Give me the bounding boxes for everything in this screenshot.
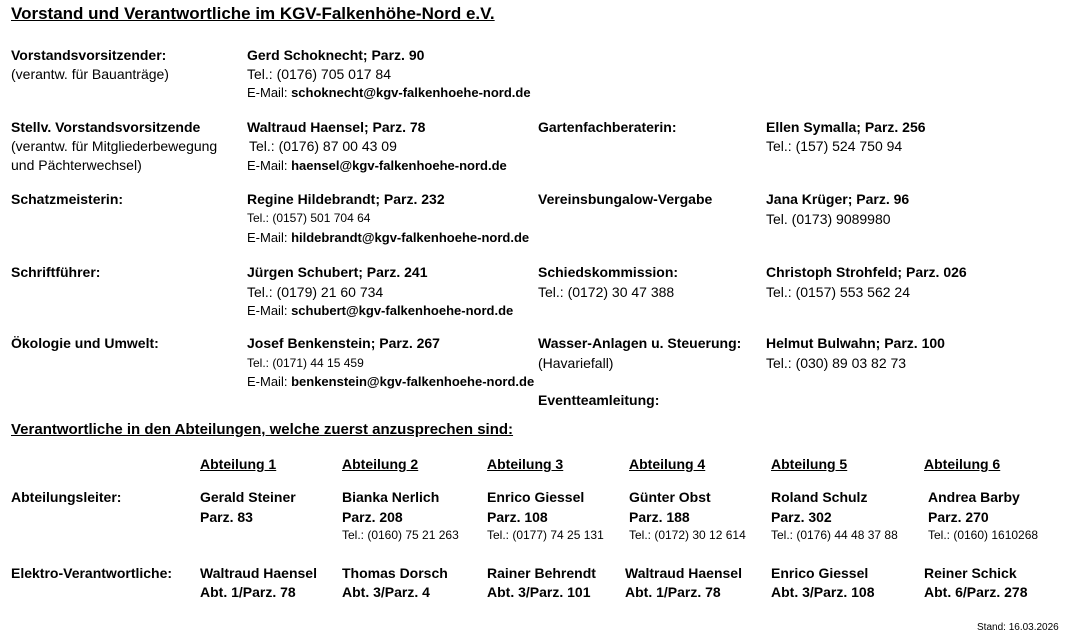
- elektro-parz: Abt. 3/Parz. 4: [342, 584, 430, 600]
- email-label: E-Mail:: [247, 374, 288, 389]
- label-elektro: Elektro-Verantwortliche:: [11, 565, 173, 581]
- tel-wasser: Tel.: (030) 89 03 82 73: [766, 355, 907, 371]
- abteilung-leiter-parz: Parz. 208: [342, 509, 403, 525]
- elektro-parz: Abt. 6/Parz. 278: [924, 584, 1028, 600]
- name-bungalow: Jana Krüger; Parz. 96: [766, 191, 910, 207]
- tel-schrift: Tel.: (0179) 21 60 734: [247, 284, 384, 300]
- stand-date: Stand: 16.03.2026: [977, 622, 1059, 633]
- elektro-name: Thomas Dorsch: [342, 565, 448, 581]
- abteilung-header: Abteilung 1: [200, 456, 277, 472]
- email-link[interactable]: schoknecht@kgv-falkenhoehe-nord.de: [291, 85, 531, 100]
- label-abteilungsleiter: Abteilungsleiter:: [11, 489, 122, 505]
- abteilung-leiter-tel: Tel.: (0160) 75 21 263: [342, 528, 459, 542]
- elektro-name: Reiner Schick: [924, 565, 1017, 581]
- role-schrift: Schriftführer:: [11, 264, 101, 280]
- page-title: Vorstand und Verantwortliche im KGV-Falkenhöhe-Nord e.V.: [11, 4, 495, 23]
- name-wasser: Helmut Bulwahn; Parz. 100: [766, 335, 945, 351]
- tel-schieds-role: Tel.: (0172) 30 47 388: [538, 284, 675, 300]
- abteilung-leiter-name: Andrea Barby: [928, 489, 1020, 505]
- abteilung-leiter-name: Roland Schulz: [771, 489, 868, 505]
- tel-schatz: Tel.: (0157) 501 704 64: [247, 211, 371, 225]
- name-schatz: Regine Hildebrandt; Parz. 232: [247, 191, 445, 207]
- role-bungalow: Vereinsbungalow-Vergabe: [538, 191, 713, 207]
- email-stellv: [247, 159, 507, 172]
- role-note-stellv-1: (verantw. für Mitgliederbewegung: [11, 138, 218, 154]
- email-link[interactable]: schubert@kgv-falkenhoehe-nord.de: [291, 303, 514, 318]
- name-vorsitz: Gerd Schoknecht; Parz. 90: [247, 47, 425, 63]
- abteilung-leiter-parz: Parz. 83: [200, 509, 253, 525]
- role-schieds: Schiedskommission:: [538, 264, 679, 280]
- abteilung-header: Abteilung 5: [771, 456, 848, 472]
- elektro-parz: Abt. 3/Parz. 101: [487, 584, 591, 600]
- name-garten: Ellen Symalla; Parz. 256: [766, 119, 926, 135]
- email-label: E-Mail:: [247, 230, 288, 245]
- elektro-name: Enrico Giessel: [771, 565, 869, 581]
- email-link[interactable]: benkenstein@kgv-falkenhoehe-nord.de: [291, 374, 535, 389]
- tel-garten: Tel.: (157) 524 750 94: [766, 138, 903, 154]
- email-schrift: [247, 304, 513, 317]
- abteilung-leiter-parz: Parz. 302: [771, 509, 832, 525]
- role-stellv: Stellv. Vorstandsvorsitzende: [11, 119, 201, 135]
- abteilung-leiter-name: Enrico Giessel: [487, 489, 585, 505]
- name-stellv: Waltraud Haensel; Parz. 78: [247, 119, 426, 135]
- email-link[interactable]: haensel@kgv-falkenhoehe-nord.de: [291, 158, 507, 173]
- role-vorsitz: Vorstandsvorsitzender:: [11, 47, 167, 63]
- email-label: E-Mail:: [247, 303, 288, 318]
- email-label: E-Mail:: [247, 85, 288, 100]
- name-oeko: Josef Benkenstein; Parz. 267: [247, 335, 440, 351]
- abteilung-leiter-name: Gerald Steiner: [200, 489, 296, 505]
- elektro-parz: Abt. 1/Parz. 78: [200, 584, 296, 600]
- email-vorsitz: [247, 86, 531, 99]
- role-note-stellv-2: und Pächterwechsel): [11, 157, 142, 173]
- role-note-wasser: (Havariefall): [538, 355, 614, 371]
- abteilung-leiter-tel: Tel.: (0172) 30 12 614: [629, 528, 746, 542]
- role-note-vorsitz: (verantw. für Bauanträge): [11, 66, 169, 82]
- role-oeko: Ökologie und Umwelt:: [11, 335, 159, 351]
- abteilung-leiter-name: Bianka Nerlich: [342, 489, 440, 505]
- abteilung-leiter-parz: Parz. 108: [487, 509, 548, 525]
- role-wasser: Wasser-Anlagen u. Steuerung:: [538, 335, 742, 351]
- elektro-name: Waltraud Haensel: [625, 565, 742, 581]
- abteilung-header: Abteilung 3: [487, 456, 564, 472]
- role-event: Eventteamleitung:: [538, 392, 660, 408]
- tel-schieds: Tel.: (0157) 553 562 24: [766, 284, 910, 300]
- abteilung-leiter-name: Günter Obst: [629, 489, 711, 505]
- abteilung-leiter-parz: Parz. 270: [928, 509, 989, 525]
- tel-stellv: Tel.: (0176) 87 00 43 09: [249, 138, 397, 154]
- elektro-name: Waltraud Haensel: [200, 565, 317, 581]
- email-oeko: [247, 375, 534, 388]
- abteilung-leiter-tel: Tel.: (0176) 44 48 37 88: [771, 528, 898, 542]
- abteilung-leiter-tel: Tel.: (0177) 74 25 131: [487, 528, 604, 542]
- section-heading-abteilungen: Verantwortliche in den Abteilungen, welche zuerst anzusprechen sind:: [11, 421, 514, 438]
- name-schieds: Christoph Strohfeld; Parz. 026: [766, 264, 967, 280]
- abteilung-header: Abteilung 4: [629, 456, 706, 472]
- abteilung-header: Abteilung 6: [924, 456, 1001, 472]
- role-garten: Gartenfachberaterin:: [538, 119, 677, 135]
- tel-vorsitz: Tel.: (0176) 705 017 84: [247, 66, 391, 82]
- elektro-parz: Abt. 1/Parz. 78: [625, 584, 721, 600]
- abteilung-leiter-tel: Tel.: (0160) 1610268: [928, 528, 1039, 542]
- abteilung-header: Abteilung 2: [342, 456, 419, 472]
- tel-bungalow: Tel. (0173) 9089980: [766, 211, 891, 227]
- elektro-name: Rainer Behrendt: [487, 565, 596, 581]
- email-schatz: [247, 231, 529, 244]
- role-schatz: Schatzmeisterin:: [11, 191, 124, 207]
- name-schrift: Jürgen Schubert; Parz. 241: [247, 264, 428, 280]
- email-label: E-Mail:: [247, 158, 288, 173]
- tel-oeko: Tel.: (0171) 44 15 459: [247, 356, 364, 370]
- elektro-parz: Abt. 3/Parz. 108: [771, 584, 875, 600]
- email-link[interactable]: hildebrandt@kgv-falkenhoehe-nord.de: [291, 230, 530, 245]
- abteilung-leiter-parz: Parz. 188: [629, 509, 690, 525]
